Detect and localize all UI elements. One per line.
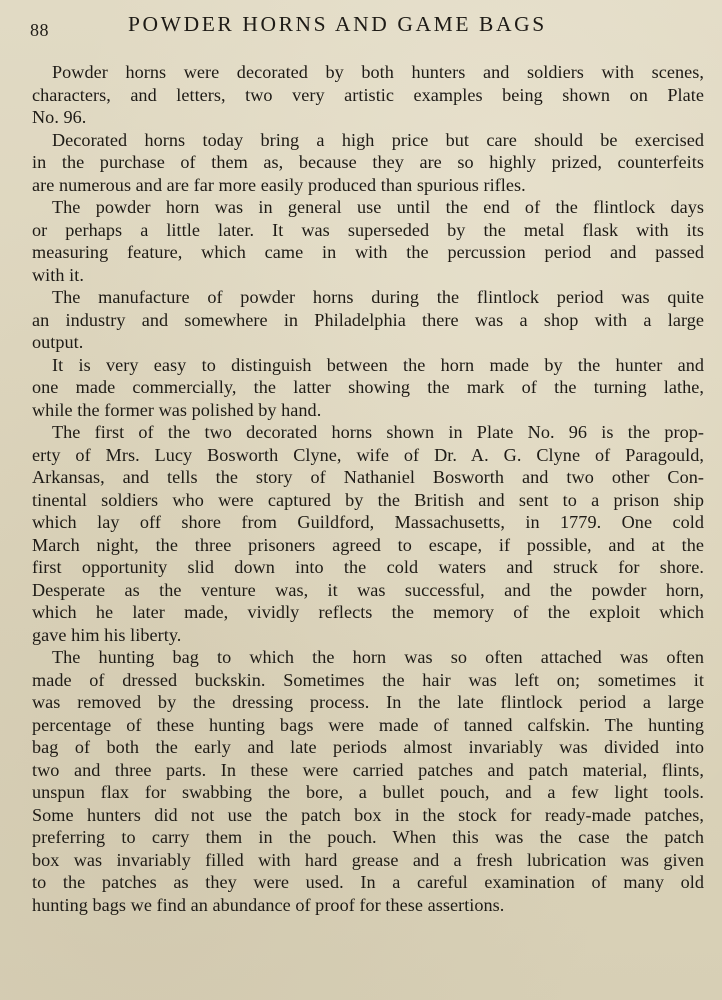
paragraph-1	[32, 61, 704, 129]
paragraph-3	[32, 196, 704, 286]
text-line: first opportunity slid down into the cold waters and struck for shore.	[32, 557, 704, 577]
text-line: Some hunters did not use the patch box in the stock for ready-made patches,	[32, 804, 704, 825]
text-line: an industry and somewhere in Philadelphia there was a shop with a large	[32, 309, 704, 330]
text-line: output.	[32, 332, 84, 352]
text-line: No. 96.	[32, 107, 87, 127]
text-line: Desperate as the venture was, it was successful, and the powder horn,	[32, 579, 704, 600]
page-number: 88	[30, 20, 49, 40]
text-line: The first of the two decorated horns shown in Plate No. 96 is the prop-	[52, 422, 704, 442]
text-line: gave him his liberty.	[32, 624, 182, 645]
text-line: two and three parts. In these were carried patches and patch material, flints,	[32, 759, 704, 780]
text-line: which he later made, vividly reflects the memory of the exploit which	[32, 602, 704, 622]
page-header	[30, 8, 710, 42]
text-line: preferring to carry them in the pouch. When this was the case the patch	[32, 827, 704, 847]
text-line: or perhaps a little later. It was superseded by the metal flask with its	[32, 219, 704, 240]
body-text	[32, 61, 704, 916]
text-line: one made commercially, the latter showing the mark of the turning lathe,	[32, 377, 704, 397]
text-line: percentage of these hunting bags were made of tanned calfskin. The hunting	[32, 714, 704, 735]
text-line: Decorated horns today bring a high price but care should be exercised	[52, 129, 704, 150]
running-title: POWDER HORNS AND GAME BAGS	[128, 12, 547, 36]
text-line: are numerous and are far more easily produced than spurious rifles.	[32, 174, 526, 195]
text-line: erty of Mrs. Lucy Bosworth Clyne, wife of Dr. A. G. Clyne of Paragould,	[32, 444, 704, 465]
text-line: which lay off shore from Guildford, Massachusetts, in 1779. One cold	[32, 512, 704, 532]
text-line: The manufacture of powder horns during the flintlock period was quite	[52, 287, 704, 307]
text-line: tinental soldiers who were captured by the British and sent to a prison ship	[32, 489, 704, 510]
text-line: in the purchase of them as, because they are so highly prized, counterfeits	[32, 152, 704, 172]
text-line: Arkansas, and tells the story of Nathaniel Bosworth and two other Con-	[32, 467, 704, 487]
text-line: The hunting bag to which the horn was so often attached was often	[52, 647, 704, 667]
text-line: to the patches as they were used. In a careful examination of many old	[32, 872, 704, 892]
paragraph-2	[32, 129, 704, 197]
text-line: unspun flax for swabbing the bore, a bullet pouch, and a few light tools.	[32, 782, 704, 802]
paragraph-5	[32, 354, 704, 422]
text-line: made of dressed buckskin. Sometimes the hair was left on; sometimes it	[32, 669, 704, 690]
text-line: It is very easy to distinguish between the horn made by the hunter and	[52, 354, 704, 375]
text-line: Powder horns were decorated by both hunters and soldiers with scenes,	[52, 62, 704, 82]
text-line: bag of both the early and late periods almost invariably was divided into	[32, 737, 704, 757]
paragraph-7	[32, 646, 704, 916]
text-line: The powder horn was in general use until the end of the flintlock days	[52, 197, 704, 217]
text-line: measuring feature, which came in with the percussion period and passed	[32, 242, 704, 262]
text-line: hunting bags we find an abundance of proof for these assertions.	[32, 894, 505, 915]
text-line: with it.	[32, 264, 84, 285]
text-line: was removed by the dressing process. In the late flintlock period a large	[32, 692, 704, 712]
text-line: characters, and letters, two very artistic examples being shown on Plate	[32, 84, 704, 105]
text-line: box was invariably filled with hard grease and a fresh lubrication was given	[32, 849, 704, 870]
paragraph-6	[32, 421, 704, 646]
paragraph-4	[32, 286, 704, 354]
text-line: while the former was polished by hand.	[32, 399, 322, 420]
text-line: March night, the three prisoners agreed to escape, if possible, and at the	[32, 534, 704, 555]
